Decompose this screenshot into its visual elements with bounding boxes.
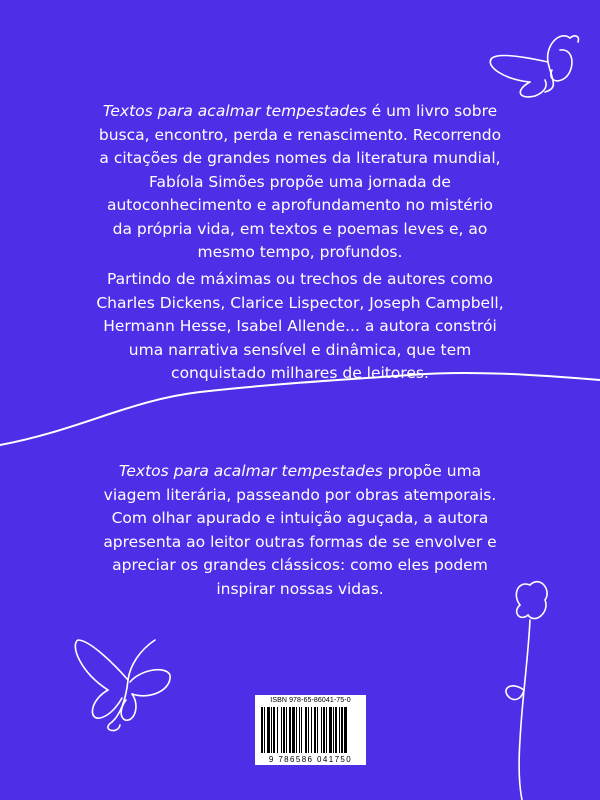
- barcode-bar: [305, 707, 307, 753]
- barcode-bar: [289, 707, 291, 753]
- barcode-bar: [329, 707, 332, 753]
- barcode-bar: [301, 707, 302, 753]
- barcode-bar: [326, 707, 327, 753]
- barcode-bar: [271, 707, 272, 753]
- barcode-bar: [321, 707, 322, 753]
- paragraph-3: [95, 460, 505, 601]
- book-title: Textos para acalmar tempestades: [102, 102, 367, 120]
- barcode: [255, 695, 366, 765]
- barcode-bars: [261, 707, 360, 753]
- barcode-bar: [344, 707, 347, 753]
- barcode-bar: [264, 707, 265, 753]
- paragraph-1-text: é um livro sobre busca, encontro, perda e renascimento. Recorrendo a citações de grandes nomes da literatura mundial, Fabíola Simões propõe uma jornada de autoconhecimento e aprofundamento no mistério da própria vida, em textos e poemas leves e, ao mesmo tempo, profundos.: [98, 102, 502, 261]
- paragraph-2: [95, 268, 505, 386]
- barcode-bar: [299, 707, 300, 753]
- paragraph-3-text: propõe uma viagem literária, passeando por obras atemporais. Com olhar apurado e intuição aguçada, a autora apresenta ao leitor outras formas de se envolver e apreciar os grandes clássicos: como eles podem inspirar nossas vidas.: [103, 462, 497, 598]
- flower-icon: [506, 582, 547, 800]
- butterfly-icon: [490, 36, 578, 97]
- book-title: Textos para acalmar tempestades: [118, 462, 383, 480]
- barcode-bar: [333, 707, 334, 753]
- barcode-bar: [308, 707, 309, 753]
- barcode-bar: [339, 707, 340, 753]
- barcode-bar: [292, 707, 295, 753]
- paragraph-1: [95, 100, 505, 265]
- isbn-label: ISBN 978-65-86041-75-0: [270, 697, 351, 704]
- barcode-bar: [277, 707, 278, 753]
- barcode-bar: [281, 707, 282, 753]
- barcode-bar: [261, 707, 263, 753]
- barcode-bar: [311, 707, 312, 753]
- barcode-bar: [323, 707, 325, 753]
- barcode-bar: [341, 707, 343, 753]
- barcode-bar: [314, 707, 316, 753]
- barcode-bar: [267, 707, 270, 753]
- barcode-bar: [273, 707, 275, 753]
- paragraph-2-text: Partindo de máximas ou trechos de autores como Charles Dickens, Clarice Lispector, Joseph Campbell, Hermann Hesse, Isabel Allende... a autora constrói uma narrativa sensível e dinâmica, que tem conquistado milhares de leitores.: [96, 270, 504, 382]
- barcode-number: 9 786586 041750: [268, 755, 353, 764]
- barcode-bar: [296, 707, 297, 753]
- butterfly-icon: [75, 640, 170, 731]
- barcode-bar: [283, 707, 285, 753]
- barcode-bar: [317, 707, 318, 753]
- barcode-bar: [286, 707, 287, 753]
- barcode-bar: [335, 707, 337, 753]
